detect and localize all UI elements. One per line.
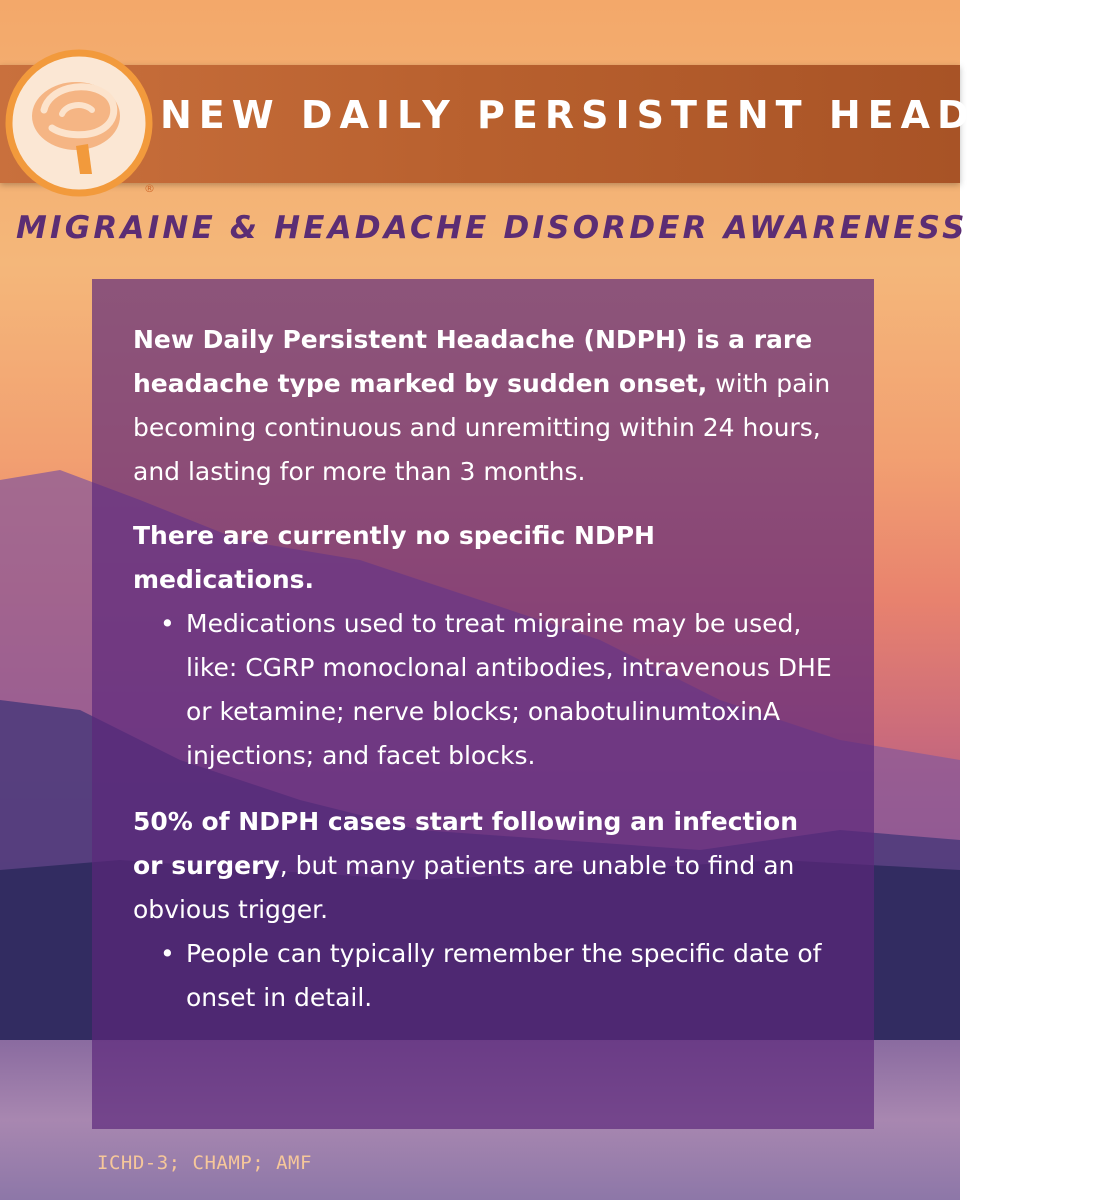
triggers-list [133, 932, 833, 1020]
triggers-rest: , but many patients are unable to find an obvious trigger. [133, 851, 795, 924]
triggers-bold: 50% of NDPH cases start following an infection or surgery [133, 807, 799, 880]
paragraph-triggers [133, 800, 833, 932]
brain-icon [9, 53, 149, 193]
page-title: NEW DAILY PERSISTENT HEADACHE [160, 93, 1119, 137]
logo [4, 48, 154, 198]
list-item: • People can typically remember the specific date of onset in detail. [133, 932, 833, 1020]
definition-bold: New Daily Persistent Headache (NDPH) is a rare headache type marked by sudden onset, [133, 325, 813, 398]
paragraph-definition [133, 318, 833, 494]
list-item: • Medications used to treat migraine may be used, like: CGRP monoclonal antibodies, intravenous DHE or ketamine; nerve blocks; onabotulinumtoxinA injections; and facet blocks. [133, 602, 833, 778]
paragraph-medications [133, 514, 833, 602]
content-text [133, 318, 833, 1020]
sources-footer: ICHD-3; CHAMP; AMF [97, 1152, 312, 1174]
page-subtitle: MIGRAINE & HEADACHE DISORDER AWARENESS [16, 210, 968, 246]
registered-mark: ® [144, 182, 155, 195]
medications-bold: There are currently no specific NDPH medications. [133, 521, 655, 594]
definition-rest: with pain becoming continuous and unremitting within 24 hours, and lasting for more than 3 months. [133, 369, 831, 486]
medications-list [133, 602, 833, 778]
